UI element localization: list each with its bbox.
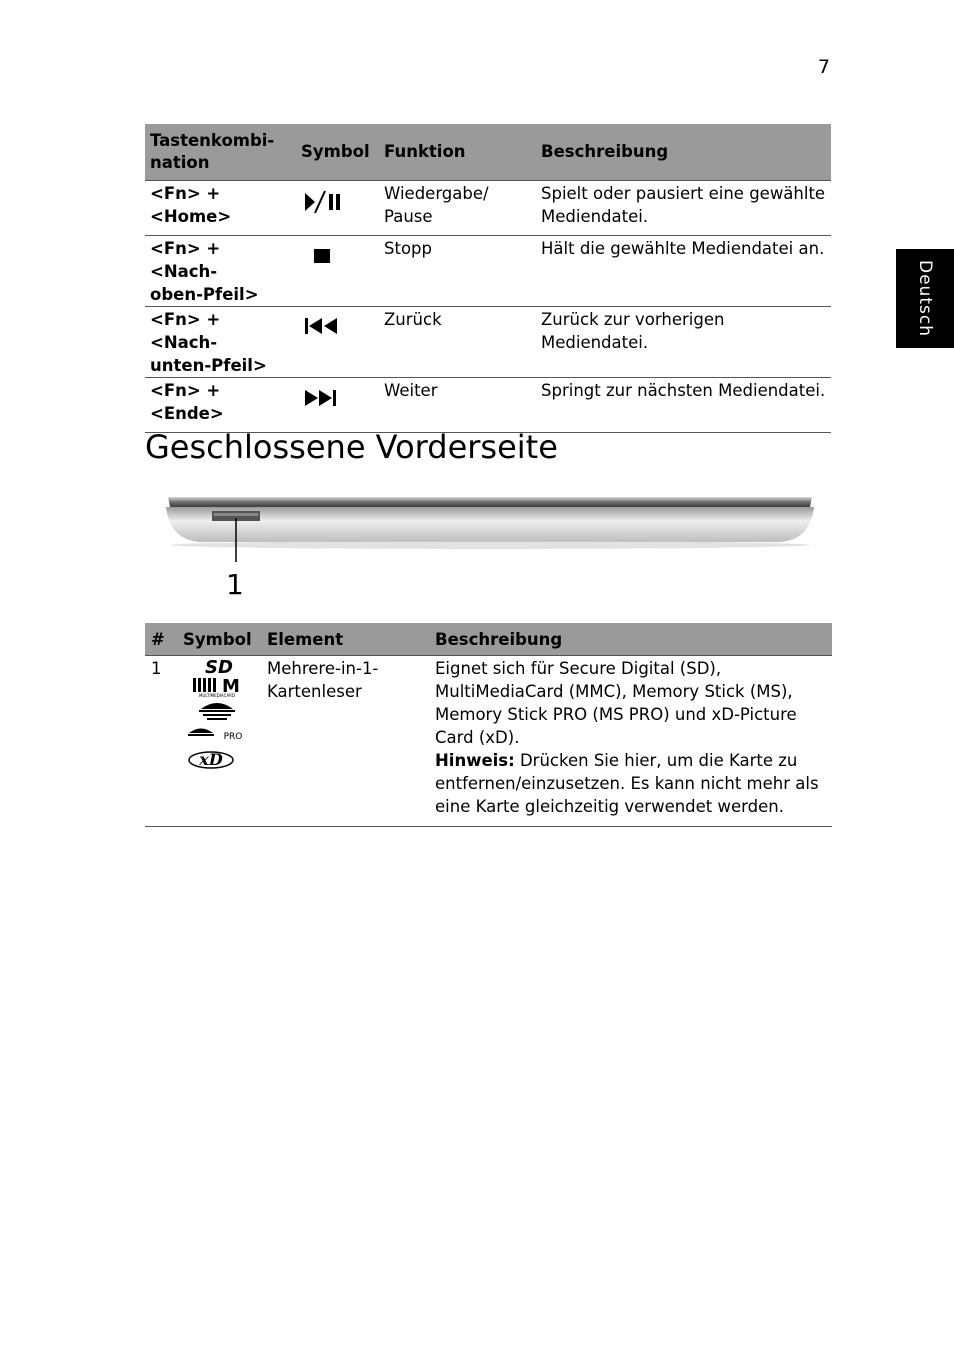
header-symbol: Symbol xyxy=(177,623,261,656)
description-main: Eignet sich für Secure Digital (SD), MultiMediaCard (MMC), Memory Stick (MS), Memory Stick PRO (MS PRO) und xD-Picture Card (xD). xyxy=(435,659,797,747)
note-text: Drücken Sie hier, um die Karte zu entfernen/einzusetzen. Es kann nicht mehr als eine Karte gleichzeitig verwendet werden. xyxy=(435,751,819,816)
mmc-logo-text: M xyxy=(222,676,240,697)
next-icon xyxy=(301,386,345,412)
row-number: 1 xyxy=(145,656,177,827)
header-keys: Tastenkombi- nation xyxy=(145,124,296,181)
memory-stick-logo-icon xyxy=(199,703,235,720)
header-description: Beschreibung xyxy=(429,623,832,656)
function-label: Wiedergabe/ Pause xyxy=(379,181,536,236)
key-combo: <Fn> + <Ende> xyxy=(145,378,296,433)
note-label: Hinweis: xyxy=(435,751,515,770)
table-header-row xyxy=(145,124,831,181)
header-symbol: Symbol xyxy=(296,124,379,181)
sd-logo-text: SD xyxy=(205,657,233,678)
mmc-logo-subtext: MULTIMEDIACARD xyxy=(199,693,235,698)
xd-logo-text: xD xyxy=(199,750,223,769)
section-title: Geschlossene Vorderseite xyxy=(145,428,558,466)
table-row xyxy=(145,307,831,378)
function-label: Zurück xyxy=(379,307,536,378)
shortcut-table xyxy=(145,124,831,433)
element-table xyxy=(145,623,832,827)
function-label: Stopp xyxy=(379,236,536,307)
key-combo: <Fn> + <Home> xyxy=(145,181,296,236)
table-row xyxy=(145,378,831,433)
header-element: Element xyxy=(261,623,429,656)
play-pause-icon xyxy=(301,189,345,215)
multimediacard-logo-icon xyxy=(193,676,240,698)
header-description: Beschreibung xyxy=(536,124,831,181)
memory-stick-pro-logo-icon xyxy=(188,729,242,743)
laptop-front-view xyxy=(160,490,820,565)
pro-logo-text: PRO xyxy=(223,732,243,742)
description-text: Hält die gewählte Mediendatei an. xyxy=(536,236,831,307)
key-combo: <Fn> + <Nach- unten-Pfeil> xyxy=(145,307,296,378)
table-row xyxy=(145,236,831,307)
description-text: Spielt oder pausiert eine gewählte Mediendatei. xyxy=(536,181,831,236)
stop-icon xyxy=(301,244,345,270)
callout-number: 1 xyxy=(226,568,244,601)
card-logos xyxy=(183,657,249,769)
language-tab xyxy=(896,249,954,348)
table-row xyxy=(145,181,831,236)
sd-logo-icon xyxy=(205,657,233,678)
xd-logo-icon xyxy=(189,750,233,769)
description-text xyxy=(429,656,832,827)
page-number: 7 xyxy=(817,56,830,78)
previous-icon xyxy=(301,315,345,341)
header-function: Funktion xyxy=(379,124,536,181)
description-text: Zurück zur vorherigen Mediendatei. xyxy=(536,307,831,378)
header-number: # xyxy=(145,623,177,656)
key-combo: <Fn> + <Nach- oben-Pfeil> xyxy=(145,236,296,307)
table-row xyxy=(145,656,832,827)
language-tab-label: Deutsch xyxy=(915,260,935,337)
function-label: Weiter xyxy=(379,378,536,433)
description-text: Springt zur nächsten Mediendatei. xyxy=(536,378,831,433)
table-header-row xyxy=(145,623,832,656)
element-name: Mehrere-in-1- Kartenleser xyxy=(261,656,429,827)
